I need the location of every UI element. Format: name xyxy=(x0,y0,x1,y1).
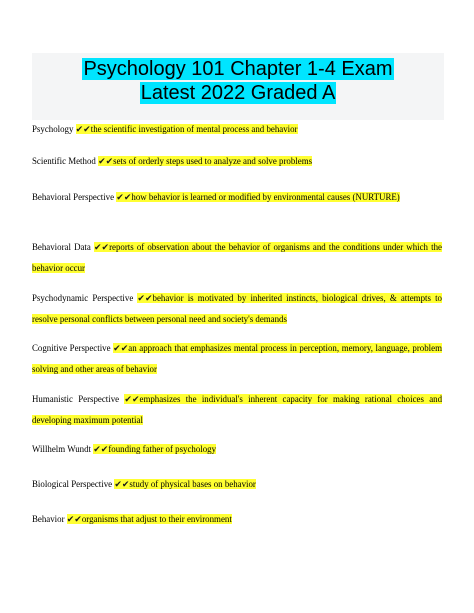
entry-term: Psychology xyxy=(32,124,76,134)
title-block xyxy=(32,53,444,120)
entry-psychology xyxy=(32,119,442,140)
entry-definition: founding father of psychology xyxy=(108,444,217,454)
entry-behavioral-data xyxy=(32,237,442,278)
entry-definition: study of physical bases on behavior xyxy=(129,479,256,489)
entry-willhelm-wundt xyxy=(32,439,442,460)
entry-biological-perspective xyxy=(32,474,442,495)
entry-term: Behavioral Data xyxy=(32,242,94,252)
entry-behavior xyxy=(32,509,442,530)
entry-term: Humanistic Perspective xyxy=(32,394,125,404)
entry-definition: the scientific investigation of mental process and behavior xyxy=(90,124,298,134)
entry-term: Behavior xyxy=(32,514,67,524)
double-check-icon: ✔✔ xyxy=(66,515,82,525)
entry-definition: sets of orderly steps used to analyze and solve problems xyxy=(113,156,313,166)
entry-humanistic-perspective xyxy=(32,389,442,430)
double-check-icon: ✔✔ xyxy=(113,344,129,354)
entry-cognitive-perspective xyxy=(32,338,442,379)
double-check-icon: ✔✔ xyxy=(93,243,110,253)
double-check-icon: ✔✔ xyxy=(116,193,132,203)
entry-definition: how behavior is learned or modified by environmental causes (NURTURE) xyxy=(131,192,400,202)
double-check-icon: ✔✔ xyxy=(75,125,91,135)
double-check-icon: ✔✔ xyxy=(93,445,109,455)
entry-behavioral-perspective xyxy=(32,187,442,208)
entry-definition: behavior is motivated by inherited instincts, biological drives, & attempts to resolve personal conflicts between personal need and society's demands xyxy=(32,293,442,324)
double-check-icon: ✔✔ xyxy=(114,480,130,490)
entry-term: Psychodynamic Perspective xyxy=(32,293,138,303)
double-check-icon: ✔✔ xyxy=(137,294,153,304)
title-line-1: Psychology 101 Chapter 1-4 Exam xyxy=(83,58,393,80)
entry-term: Cognitive Perspective xyxy=(32,343,114,353)
entry-term: Scientific Method xyxy=(32,156,99,166)
entry-definition: an approach that emphasizes mental process in perception, memory, language, problem solving and other areas of behavior xyxy=(32,343,442,374)
entry-term: Behavioral Perspective xyxy=(32,192,117,202)
entry-definition: organisms that adjust to their environment xyxy=(81,514,232,524)
entry-psychodynamic-perspective xyxy=(32,288,442,329)
entry-scientific-method xyxy=(32,151,442,172)
entry-term: Willhelm Wundt xyxy=(32,444,94,454)
entry-term: Biological Perspective xyxy=(32,479,115,489)
entry-definition: emphasizes the individual's inherent capacity for making rational choices and developing maximum potential xyxy=(32,394,443,425)
title-line-2: Latest 2022 Graded A xyxy=(140,82,336,104)
entry-definition: reports of observation about the behavior of organisms and the conditions under which the behavior occur xyxy=(32,242,442,273)
double-check-icon: ✔✔ xyxy=(124,395,140,405)
double-check-icon: ✔✔ xyxy=(98,157,114,167)
